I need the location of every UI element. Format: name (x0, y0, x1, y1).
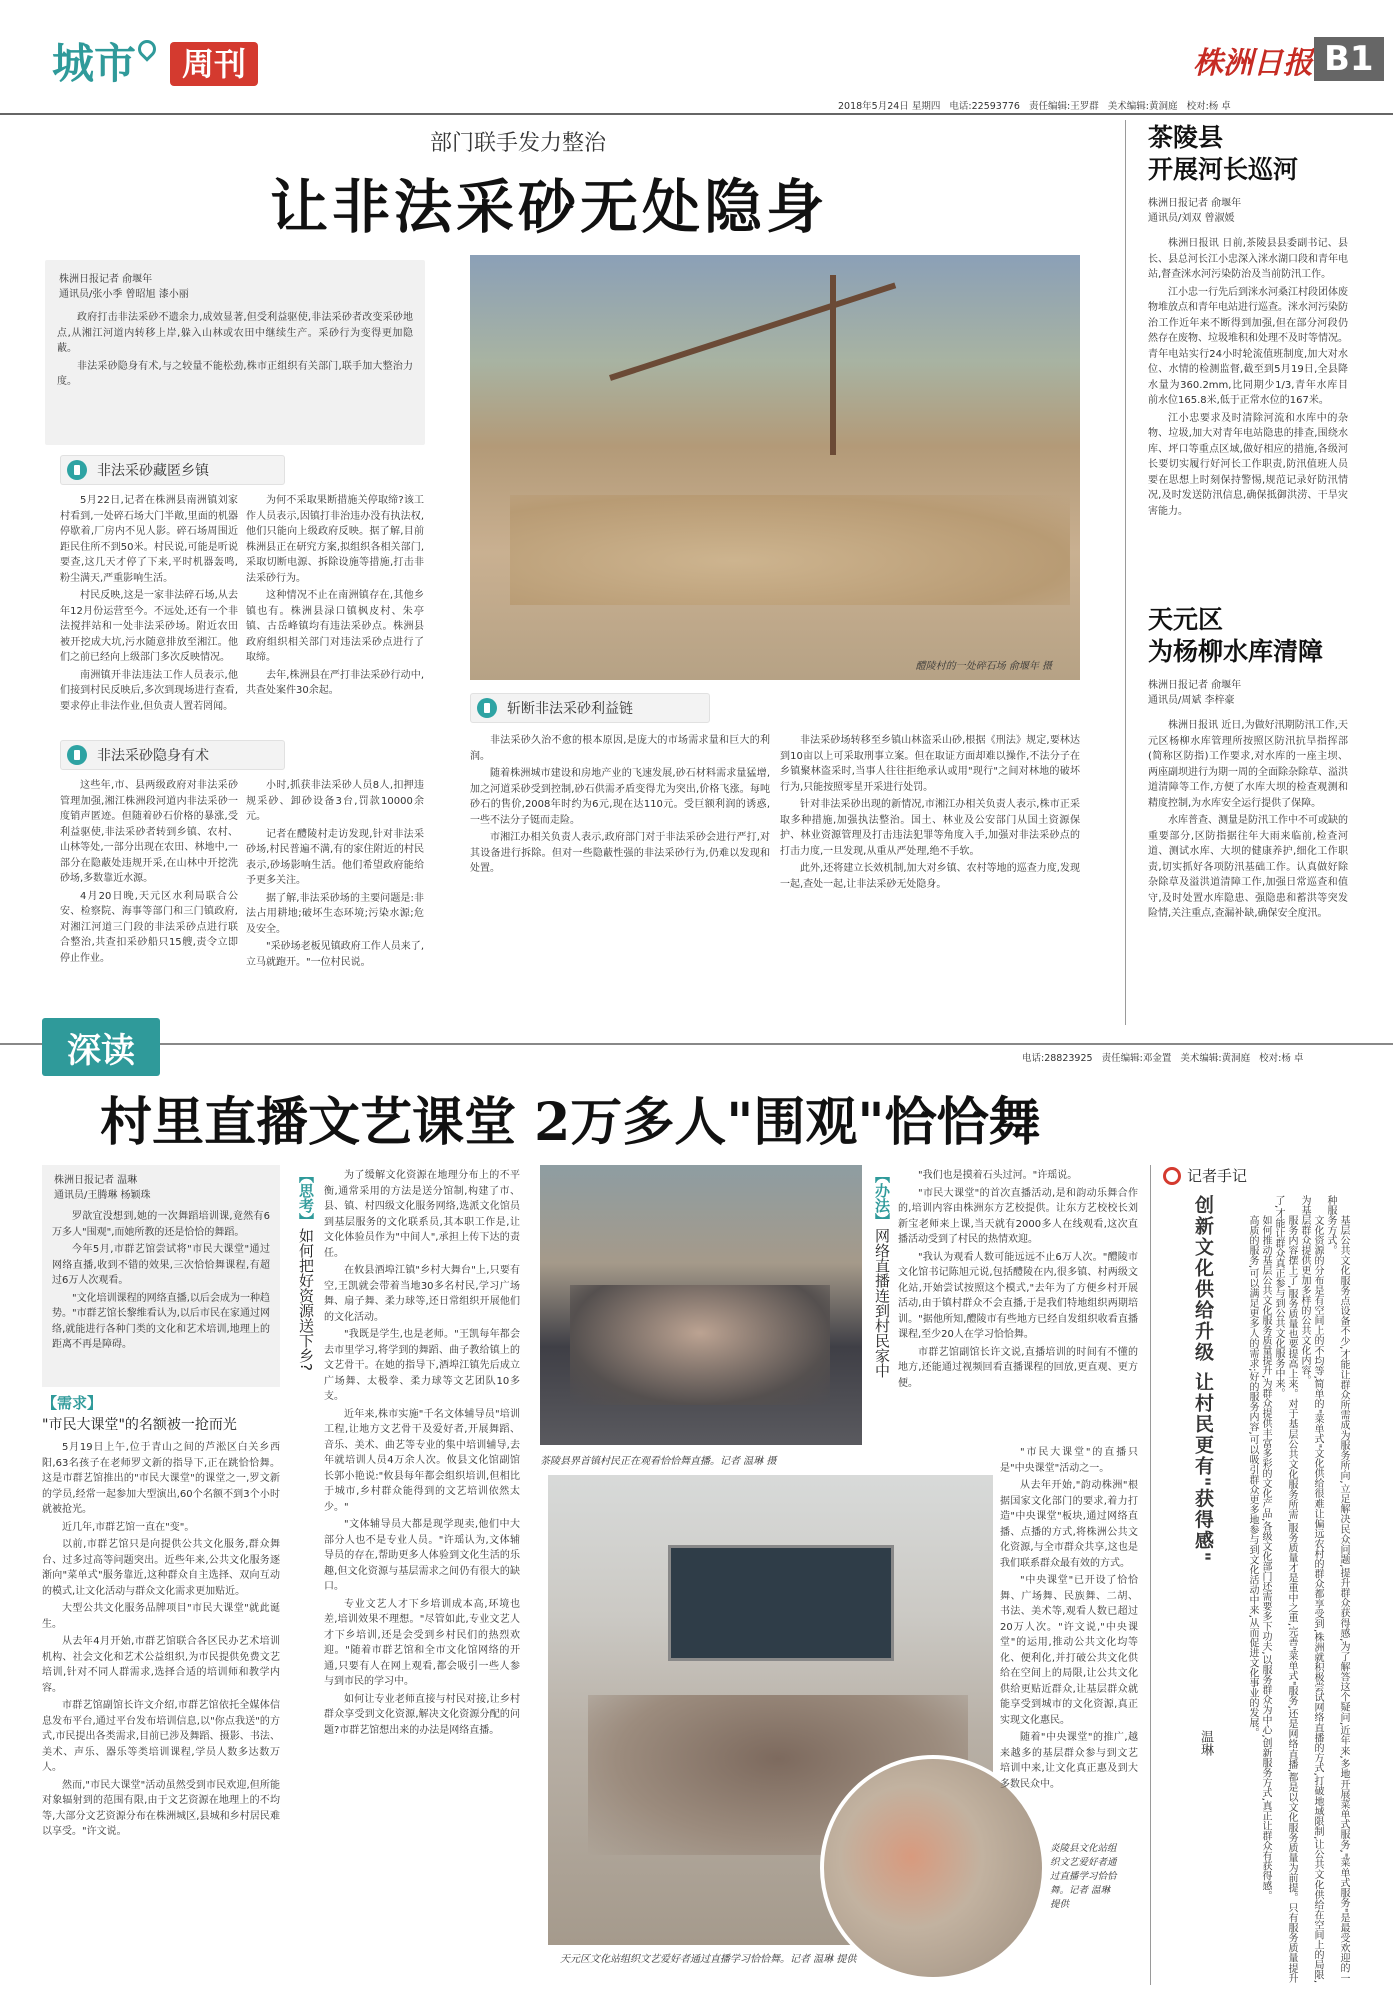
side2-text: 株洲日报讯 近日,为做好汛期防汛工作,天元区杨柳水库管理所按照区防汛抗旱指挥部(简称区防指)工作要求,对水库的一座主坝、两座副坝进行为期一周的全面除杂除草、溢洪道清障等工作,方便了水库大坝的检查观测和精度控制,为水库安全运行提供了保障。 水库普查、测量是防汛工作中不可或缺的重要部分,区防指据往年大雨来临前,检查河道、测试水库、大坝的健康养护,细化工作职责,切实抓好各项防汛基础工作。认真做好除杂除草及溢洪道清障工作,加强日常巡查和值守,及时处置水库隐患、强隐患和蓄洪等突发险情,关注重点,查漏补缺,确保安全度汛。 (1148, 720, 1348, 919)
location-pin-icon (134, 36, 159, 61)
main-story-headline: 让非法采砂无处隐身 (270, 173, 829, 241)
section1-text-col1: 5月22日,记者在株洲县南洲镇刘家村看到,一处碎石场大门半敞,里面的机器停歇着,厂房内不见人影。碎石场周围近距民住所不到50米。村民说,可能是听说要查,这几天才停了下来,平时机器轰鸣,粉尘满天,严重影响生活。 村民反映,这是一家非法碎石场,从去年12月份运营至今。不远处,还有一个非法搅拌站和一处非法采砂场。附近农田被开挖成大坑,污水随意排放至湘江。他们之前已经向上级部门多次反映情况。 南洲镇开非法违法工作人员表示,他们接到村民反映后,多次到现场进行查看,要求停止非法作业,但负责人置若罔闻。 (60, 495, 238, 712)
side1-text: 株洲日报讯 日前,茶陵县县委副书记、县长、县总河长江小忠深入洣水湖口段和青年电站,督查洣水河污染防治及当前防汛工作。 江小忠一行先后到洣水河桑江村段团体废物堆放点和青年电站进行巡查。洣水河污染防治工作近年来不断得到加强,但在部分河段仍然存在废物、垃圾堆积和处理不及时等情况。青年电站实行24小时轮流值班制度,加大对水位、水情的检测监督,截至到5月19日,全县降水量为360.2mm,比同期少1/3,青年水库目前水位165.8米,低于正常水位的167米。 江小忠要求及时清除河流和水库中的杂物、垃圾,加大对青年电站隐患的排查,围绕水库、坪口等重点区域,做好相应的措施,各级河长要切实履行好河长工作职责,防汛值班人员要在思想上时刻保持警惕,规范记录好防汛情况,及时发送防汛信息,确保抵御洪涝、干旱灾害能力。 (1148, 238, 1348, 517)
page-number: B1 (1314, 37, 1384, 81)
deep-lead-box: 株洲日报记者 温琳 通讯员/王腾琳 杨颖珠 罗歆宜没想到,她的一次舞蹈培训课,竟然有6万多人"围观",而她所教的还是恰恰的舞蹈。 今年5月,市群艺馆尝试将"市民大课堂"通过网络直播,收到不错的效果,三次恰恰舞课程,有超过6万人次观看。 "文化培训课程的网络直播,以后会成为一种趋势。"市群艺馆长黎维看认为,以后市民在家通过网络,就能进行各种门类的文化和艺术培训,地理上的距离不再是障碍。 (42, 1165, 280, 1387)
note-headline: 创新文化供给升级 让村民更有"获得感" (1192, 1195, 1214, 1564)
section-bullet-icon (67, 460, 87, 480)
need-title: 【需求】 (42, 1394, 103, 1412)
column-divider (1125, 120, 1126, 1025)
section-bullet-icon (67, 745, 87, 765)
photo3-caption: 炎陵县文化站组织文艺爱好者通过直播学习恰恰舞。记者 温琳 提供 (1050, 1843, 1117, 1910)
note-text: 基层公共文化服务点设备不少,才能让群众所需成为服务所向,立足解决民众问题,提升群众获得感,为了解答这个疑问,近年来,多地开展菜单式服务,"菜单式服务"是最受欢迎的一种服务方式。 文化资源的分布是有空间上的不均等,简单的"菜单式"文化供给很难让偏远农村的群众都享受到,株洲就积极尝试网络直播的方式,打破地域限制,让公共文化供给在空间上的局限,为基层群众提供更加多样的公共文化内容。 服务内容摆上了,服务质量也要提高上来。对于基层公共文化服务所需,服务质量才是重中之重,完善"菜单式"服务,还是网络直播,都是以文化服务质量为前提。只有服务质量提升了,才能让群众真正参与到公共文化服务中来。 如何推动基层公共文化服务质量提升,为群众提供丰富多彩的文化产品,各级文化部门还需要多下功夫,以服务群众为中心,创新服务方式,真正让群众有获得感。 高质的服务,可以满足更多人的需求;好的服务内容,可以吸引群众更多地参与到文化活动中来,从而促进文化事业的发展。 (1247, 1195, 1349, 1983)
main-story-lead-box (45, 260, 425, 445)
section1-header: 非法采砂藏匿乡镇 (60, 455, 285, 485)
side1-byline: 株洲日报记者 俞堰年 通讯员/刘双 曾淑媛 (1148, 198, 1242, 224)
section-name: 城市 (52, 39, 137, 88)
masthead-rule (0, 113, 1393, 115)
note-circle-icon (1163, 1167, 1181, 1185)
section3-text-col1: 非法采砂久治不愈的根本原因,是庞大的市场需求量和巨大的利润。 随着株洲城市建设和房地产业的飞速发展,砂石材料需求量猛增,加之河道采砂受到控制,砂石供需矛盾变得尤为突出,价格飞涨。每吨砂石的售价,2008年时约为6元,现在达110元。受巨额利润的诱惑,一些不法分子铤而走险。 市湘江办相关负责人表示,政府部门对于非法采砂会进行严打,对其设备进行拆除。但对一些隐蔽性强的非法采砂行为,仍难以发现和处置。 (470, 735, 770, 874)
net-text-bottom: "市民大课堂"的直播只是"中央课堂"活动之一。 从去年开始,"韵动株洲"根据国家文化部门的要求,着力打造"中央课堂"板块,通过网络直播、点播的方式,将株洲公共文化资源,与全市群众共享,这也是我们联系群众最有效的方式。 "中央课堂"已开设了恰恰舞、广场舞、民族舞、二胡、书法、美术等,观看人数已超过20万人次。"许文说,"中央课堂"的运用,推动公共文化均等化、便利化,并打破公共文化供给在空间上的局限,让公共文化供给更贴近群众,让基层群众就能享受到城市的文化资源,真正实现文化惠民。 随着"中央课堂"的推广,越来越多的基层群众参与到文艺培训中来,让文化真正惠及到大多数民众中。 (1000, 1447, 1138, 1790)
deep-section-rule (0, 1043, 1393, 1045)
newspaper-logo: 株洲日报 (1193, 46, 1313, 81)
need-text: 5月19日上午,位于青山之间的芦淞区白关乡西阳,63名孩子在老师罗文新的指导下,正在跳恰恰舞。这是市群艺馆推出的"市民大课堂"的课堂之一,罗文新的学员,经常一起参加大型演出,60个名额不到3个小时就被抢光。 近几年,市群艺馆一直在"变"。 以前,市群艺馆只是向提供公共文化服务,群众舞台、过多过高等问题突出。近些年来,公共文化服务逐渐向"菜单式"服务靠近,这种群众自主选择、双向互动的模式,让文化活动与群众文化需求更加贴近。 大型公共文化服务品牌项目"市民大课堂"就此诞生。 从去年4月开始,市群艺馆联合各区民办艺术培训机构、社会文化和艺术公益组织,为市民提供免费文艺培训,针对不同人群需求,选择合适的培训师和教学内容。 市群艺馆副馆长许文介绍,市群艺馆依托全媒体信息发布平台,通过平台发布培训信息,以"你点我送"的方式,市民提出各类需求,目前已涉及舞蹈、摄影、书法、美术、声乐、器乐等类培训课程,学员人数多达数万人。 然而,"市民大课堂"活动虽然受到市民欢迎,但所能对象辐射到的范围有限,由于文艺资源在地理上的不均等,大部分文艺资源分布在株洲城区,县城和乡村居民难以享受。"许文说。 (42, 1442, 280, 1837)
side2-headline: 天元区 为杨柳水库清障 (1148, 605, 1324, 666)
deep-headline: 村里直播文艺课堂 2万多人"围观"恰恰舞 (100, 1092, 1041, 1153)
section2-text-col1: 这些年,市、县两级政府对非法采砂管理加强,湘江株洲段河道内非法采砂一度销声匿迹。但随着砂石价格的暴涨,受利益驱使,非法采砂者转到乡镇、农村、山林等处,一部分出现在农田、林地中,一部分在隐蔽处违规开采,在山林中开挖洗砂场,多数靠近水源。 4月20日晚,天元区水利局联合公安、检察院、海事等部门和三门镇政府,对湘江河道三门段的非法采砂点进行联合整治,共查扣采砂船只15艘,责令立即停止作业。 (60, 780, 238, 964)
deep-tag: 深读 (42, 1018, 160, 1076)
section-bullet-icon (477, 698, 497, 718)
think-text: 为了缓解文化资源在地理分布上的不平衡,通常采用的方法是送分馆制,构建了市、县、镇、村四级文化服务网络,选派文化馆员到基层服务的文化联系员,其本职工作是,让文化体验员作为"中间人",承担上传下达的责任。 在攸县酒埠江镇"乡村大舞台"上,只要有空,王凯就会带着当地30多名村民,学习广场舞、扇子舞、柔力球等,还日常组织开展他们的文化活动。 "我既是学生,也是老师。"王凯每年都会去市里学习,将学到的舞蹈、曲子教给镇上的文艺骨干。在她的指导下,酒埠江镇先后成立广场舞、太极拳、柔力球等文艺团队10多支。 近年来,株市实施"千名文体辅导员"培训工程,让地方文艺骨干及爱好者,开展舞蹈、音乐、美术、曲艺等专业的集中培训辅导,去年就培训人员4万余人次。攸县文化馆副馆长郭小艳说:"攸县每年都会组织培训,但相比于城市,乡村群众能得到的文艺培训依然太少。" "文体辅导员大都是现学现卖,他们中大部分人也不是专业人员。"许瑶认为,文体辅导员的存在,帮助更多人体验到文化生活的乐趣,但文化资源与基层需求之间仍有很大的缺口。 专业文艺人才下乡培训成本高,环境也差,培训效果不理想。"尽管如此,专业文艺人才下乡培训,还是会受到乡村民们的热烈欢迎。"随着市群艺馆和全市文化馆网络的开通,只要有人在网上观看,都会吸引一些人参与到市民的学习中。 如何让专业老师直接与村民对接,让乡村群众享受到文化资源,解决文化资源分配的问题?市群艺馆想出来的办法是网络直播。 (324, 1170, 520, 1736)
masthead (0, 0, 1393, 112)
villagers-watching-photo (540, 1165, 862, 1445)
photo-caption: 醴陵村的一处碎石场 俞堰年 摄 (915, 661, 1052, 672)
section2-header: 非法采砂隐身有术 (60, 740, 285, 770)
note-divider (1150, 1165, 1151, 1985)
main-story-kicker: 部门联手发力整治 (430, 131, 607, 156)
note-tag: 记者手记 (1163, 1165, 1247, 1186)
note-author: 温琳 (1198, 1730, 1213, 1756)
photo2-caption: 天元区文化站组织文艺爱好者通过直播学习恰恰舞。记者 温琳 提供 (560, 1954, 857, 1965)
need-subtitle: "市民大课堂"的名额被一抢而光 (42, 1417, 237, 1433)
weekly-badge: 周刊 (170, 42, 258, 86)
byline-correspondent: 通讯员/张小季 曾昭旭 漆小丽 (59, 289, 189, 300)
side2-byline: 株洲日报记者 俞堰年 通讯员/周斌 李梓豪 (1148, 680, 1242, 706)
sand-pit-photo (470, 255, 1080, 680)
byline-reporter: 株洲日报记者 俞堰年 (59, 274, 153, 285)
net-text-top: "我们也是摸着石头过河。"许瑶说。 "市民大课堂"的首次直播活动,是和韵动乐舞合作的,培训内容由株洲东方艺校提供。让东方艺校校长刘新宝老师来上课,当天就有2000多人在线观看,这次直播活动受到了村民的热情欢迎。 "我认为观看人数可能远远不止6万人次。"醴陵市文化馆书记陈旭元说,包括醴陵在内,很多镇、村两级文化站,开始尝试按照这个模式,"去年为了方便乡村开展活动,由于镇村群众不会直播,于是我们特地组织两期培训。"据他所知,醴陵市有些地方已经自发组织收看直播课程,至少20人在学习恰恰舞。 市群艺馆副馆长许文说,直播培训的时间有不懂的地方,还能通过视频回看直播课程的回放,更直观、更方便。 (898, 1170, 1138, 1389)
side1-headline: 茶陵县 开展河长巡河 (1148, 123, 1299, 184)
deep-info-line: 电话:28823925 责任编辑:邓金置 美术编辑:黄洞庭 校对:杨 卓 (1022, 1053, 1304, 1064)
masthead-info-line: 2018年5月24日 星期四 电话:22593776 责任编辑:王罗群 美术编辑:黄洞庭 校对:杨 卓 (838, 101, 1231, 112)
section-logo (52, 32, 258, 92)
think-vertical-title: 【思考】如何把好资源送下乡? (297, 1168, 315, 1371)
photo1-caption: 茶陵县界首镇村民正在观看恰恰舞直播。记者 温琳 摄 (540, 1456, 777, 1467)
section1-text-col2: 为何不采取果断措施关停取缔?该工作人员表示,因镇打非治违办没有执法权,他们只能向上级政府反映。据了解,目前株洲县正在研究方案,拟组织各相关部门,采取切断电源、拆除设施等措施,打击非法采砂行为。 这种情况不止在南洲镇存在,其他乡镇也有。株洲县渌口镇枫皮村、朱亭镇、古岳峰镇均有违法采砂点。株洲县政府组织相关部门对违法采砂点进行了取缔。 去年,株洲县在严打非法采砂行动中,共查处案件30余起。 (246, 495, 424, 696)
section3-text-col2: 非法采砂场转移至乡镇山林盗采山砂,根据《刑法》规定,要林达到10亩以上可采取刑事立案。但在取证方面却难以操作,不法分子在乡镇聚林盗采时,当事人往往拒绝承认或用"现行"之间对林地的破坏行为,只能按照零星开采进行处罚。 针对非法采砂出现的新情况,市湘江办相关负责人表示,株市正采取多种措施,加强执法整治。国土、林业及公安部门从国土资源保护、林业资源管理及打击违法犯罪等角度入手,加强对非法采砂点的打击力度,一旦发现,从重从严处理,绝不手软。 此外,还将建立长效机制,加大对乡镇、农村等地的巡查力度,发现一起,查处一起,让非法采砂无处隐身。 (780, 735, 1080, 890)
section3-header: 斩断非法采砂利益链 (470, 693, 710, 723)
lead-text: 政府打击非法采砂不遗余力,成效显著,但受利益驱使,非法采砂者改变采砂地点,从湘江河道内转移上岸,躲入山林或农田中继续生产。采砂行为变得更加隐蔽。 非法采砂隐身有术,与之较量不能松劲,株市正组织有关部门,联手加大整治力度。 (57, 312, 413, 387)
section2-text-col2: 小时,抓获非法采砂人员8人,扣押违规采砂、卸砂设备3台,罚款10000余元。 记者在醴陵村走访发现,针对非法采砂场,村民普遍不满,有的家住附近的村民表示,砂场影响生活。他们希望政府能给予更多关注。 据了解,非法采砂场的主要问题是:非法占用耕地;破坏生态环境;污染水源;危及安全。 "采砂场老板见镇政府工作人员来了,立马就跑开。"一位村民说。 (246, 780, 424, 968)
net-vertical-title: 【办法】网络直播连到村民家中 (873, 1168, 891, 1378)
